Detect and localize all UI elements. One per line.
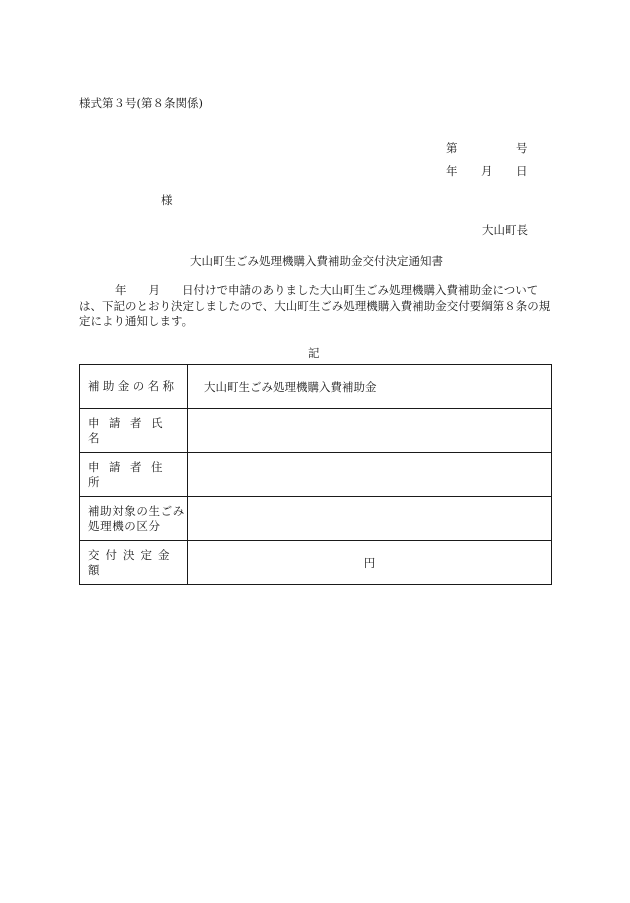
body-year-label: 年 bbox=[115, 283, 127, 297]
date-year-label: 年 bbox=[446, 164, 458, 178]
issue-number-suffix: 号 bbox=[516, 141, 528, 155]
body-line-1 bbox=[79, 283, 554, 299]
form-number: 様式第３号(第８条関係) bbox=[79, 96, 203, 110]
recipient-honorific: 様 bbox=[161, 193, 173, 207]
ki-heading: 記 bbox=[308, 346, 320, 360]
body-paragraph bbox=[79, 283, 554, 330]
body-line-2: は、下記のとおり決定しましたので、大山町生ごみ処理機購入費補助金交付要綱第８条の規 bbox=[79, 298, 551, 313]
row-label-device-category: 補助対象の生ごみ処理機の区分 bbox=[80, 497, 188, 541]
body-line-3: 定により通知します。 bbox=[79, 314, 194, 328]
body-line-1-text: 日付けで申請のありました大山町生ごみ処理機購入費補助金について bbox=[182, 283, 539, 297]
row-label-applicant-address: 申請者住所 bbox=[80, 453, 188, 497]
row-value-applicant-name bbox=[188, 409, 552, 453]
row-value-device-category bbox=[188, 497, 552, 541]
row-label-applicant-name: 申請者氏名 bbox=[80, 409, 188, 453]
table-row bbox=[80, 409, 552, 453]
table-row bbox=[80, 497, 552, 541]
issue-number-label: 第 bbox=[446, 141, 458, 155]
issuer-name: 大山町長 bbox=[482, 223, 528, 237]
date-month-label: 月 bbox=[481, 164, 493, 178]
table-row bbox=[80, 541, 552, 585]
row-value-subsidy-name: 大山町生ごみ処理機購入費補助金 bbox=[188, 365, 552, 409]
row-value-applicant-address bbox=[188, 453, 552, 497]
table-row bbox=[80, 365, 552, 409]
detail-table bbox=[79, 364, 552, 585]
row-label-grant-amount: 交付決定金額 bbox=[80, 541, 188, 585]
document-title: 大山町生ごみ処理機購入費補助金交付決定通知書 bbox=[190, 254, 443, 268]
body-month-label: 月 bbox=[148, 283, 160, 297]
date-day-label: 日 bbox=[516, 164, 528, 178]
table-row bbox=[80, 453, 552, 497]
row-label-subsidy-name: 補助金の名称 bbox=[80, 365, 188, 409]
row-value-grant-amount: 円 bbox=[188, 541, 552, 585]
